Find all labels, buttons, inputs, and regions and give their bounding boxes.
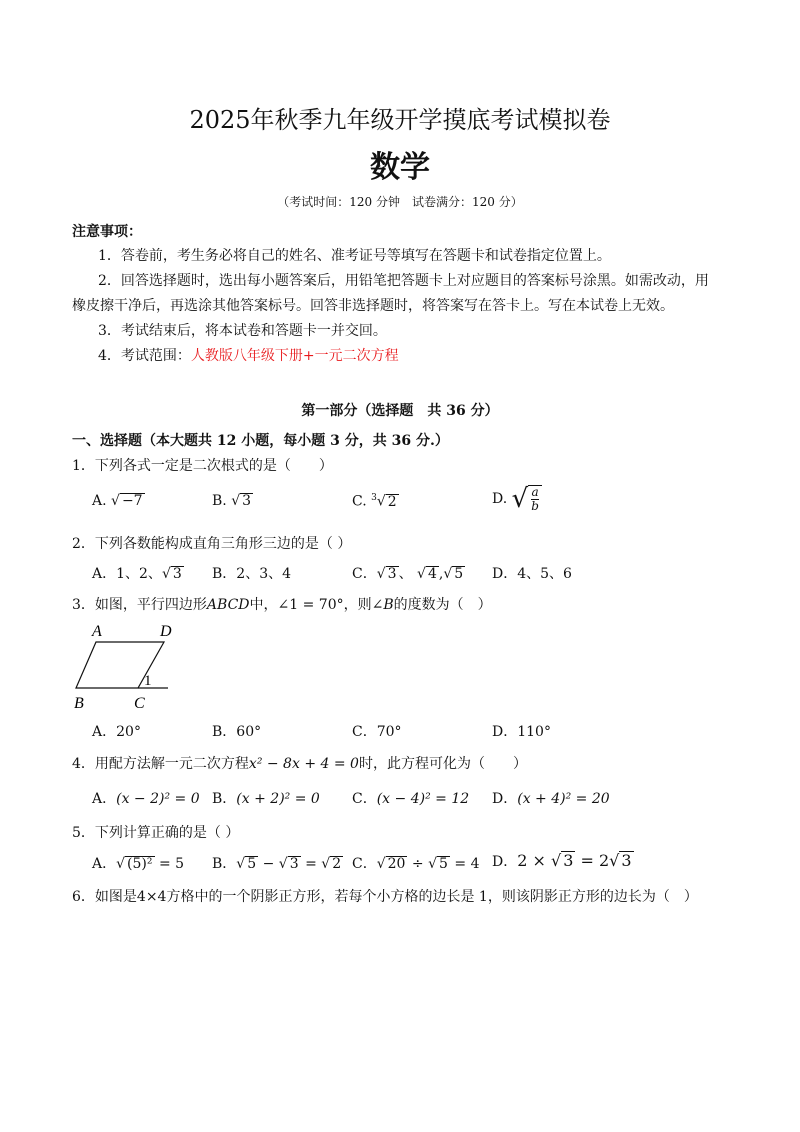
q3-option-d: D．110° <box>492 724 551 740</box>
q5-option-a: A．√ (5)² = 5 <box>92 856 185 872</box>
q3-option-c: C．70° <box>352 724 402 740</box>
note-4-prefix: 4．考试范围： <box>98 348 191 364</box>
q5-option-b: B．√ 5 − √ 3 = √ 2 <box>212 856 342 872</box>
exam-scope: 人教版八年级下册+一元二次方程 <box>190 348 399 364</box>
exam-info: （考试时间：120 分钟 试卷满分：120 分） <box>277 195 523 209</box>
part-1-title: 第一部分（选择题 共 36 分） <box>301 403 499 419</box>
q1-c-index: 3 <box>371 493 377 503</box>
subject-title: 数学 <box>370 150 430 185</box>
q4-equation: x² − 8x + 4 = 0 <box>248 756 359 772</box>
vertex-d-label: D <box>160 623 172 640</box>
q4-option-d: D．(x + 4)² = 20 <box>492 791 610 807</box>
vertex-b-label: B <box>74 695 84 712</box>
question-1: 1．下列各式一定是二次根式的是（ ） <box>72 458 333 474</box>
angle-1-label: 1 <box>144 673 152 689</box>
q1-c-radicand: 2 <box>387 493 397 510</box>
q1-d-numerator: a <box>531 485 539 499</box>
q1-option-a: A. √ −7 <box>92 493 143 509</box>
note-2-cont: 橡皮擦干净后，再选涂其他答案标号。回答非选择题时，将答案写在答卡上。写在本试卷上无效。 <box>72 298 674 314</box>
q1-a-radicand: −7 <box>121 493 143 509</box>
q2-option-a: A．1、2、√ 3 <box>92 566 182 582</box>
question-4: 4．用配方法解一元二次方程x² − 8x + 4 = 0时，此方程可化为（ ） <box>72 756 527 772</box>
q2-option-d: D．4、5、6 <box>492 566 572 582</box>
q2-option-c: C．√ 3 、 √ 4 ,√ 5 <box>352 566 464 582</box>
note-4 <box>98 345 399 365</box>
note-3: 3．考试结束后，将本试卷和答题卡一并交回。 <box>98 323 387 339</box>
q1-option-d: D. √ $\frac{a}{b}$ <box>492 484 542 514</box>
question-5: 5．下列计算正确的是（ ） <box>72 825 240 841</box>
note-1: 1．答卷前，考生务必将自己的姓名、准考证号等填写在答题卡和试卷指定位置上。 <box>98 248 611 264</box>
q1-option-c: C. $^3$√ 2 <box>352 493 397 510</box>
question-2: 2．下列各数能构成直角三角形三边的是（ ） <box>72 536 352 552</box>
notes-heading: 注意事项： <box>72 224 142 240</box>
section-1-title: 一、选择题（本大题共 12 小题，每小题 3 分，共 36 分.） <box>72 433 449 449</box>
q6-grid-size: 4×4 <box>136 889 167 905</box>
q4-option-b: B．(x + 2)² = 0 <box>212 791 320 807</box>
vertex-a-label: A <box>92 623 102 640</box>
q2-option-b: B．2、3、4 <box>212 566 292 582</box>
parallelogram-figure <box>72 620 182 712</box>
q5-option-d: D．2 × √ 3 = 2√ 3 <box>492 851 632 870</box>
q1-d-denominator: b <box>531 499 539 513</box>
q4-option-a: A．(x − 2)² = 0 <box>92 791 200 807</box>
q3-option-a: A．20° <box>92 724 141 740</box>
q3-angle: ∠1 = 70° <box>277 597 344 613</box>
question-6: 6．如图是4×4方格中的一个阴影正方形，若每个小方格的边长是 1，则该阴影正方形的边长为（ ） <box>72 889 698 905</box>
note-2: 2．回答选择题时，选出每小题答案后，用铅笔把答题卡上对应题目的答案标号涂黑。如需改动，用 <box>98 273 709 289</box>
q1-option-b: B. √ 3 <box>212 493 252 509</box>
q4-option-c: C．(x − 4)² = 12 <box>352 791 470 807</box>
vertex-c-label: C <box>134 695 145 712</box>
exam-title: 2025年秋季九年级开学摸底考试模拟卷 <box>189 106 611 134</box>
q3-option-b: B．60° <box>212 724 262 740</box>
question-3: 3．如图，平行四边形ABCD中，∠1 = 70°，则∠B的度数为（ ） <box>72 597 492 613</box>
q3-abcd: ABCD <box>206 597 250 613</box>
q1-b-radicand: 3 <box>242 493 252 509</box>
q5-option-c: C．√ 20 ÷ √ 5 = 4 <box>352 856 480 872</box>
